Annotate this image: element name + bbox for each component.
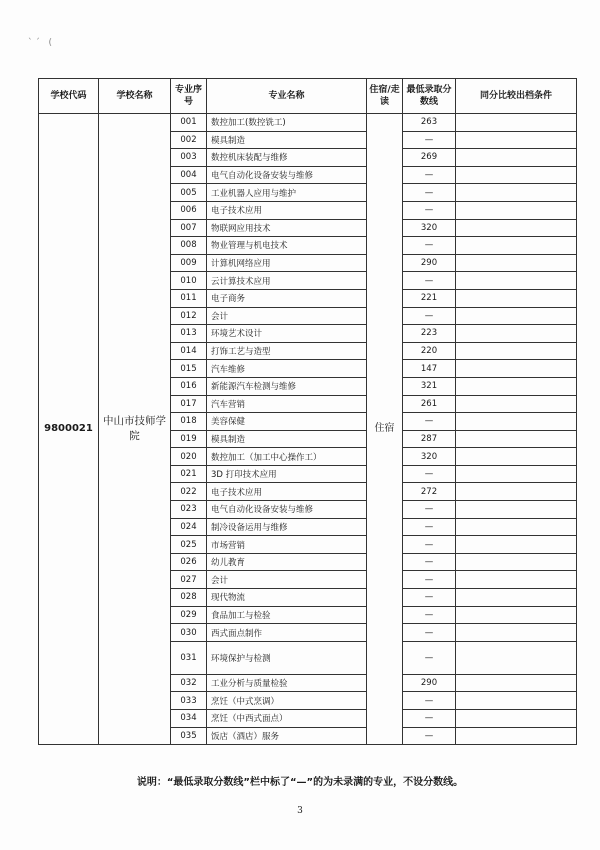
major-name-cell: 打饰工艺与造型 (207, 342, 367, 360)
min-score-cell: — (403, 518, 456, 536)
tie-condition-cell (456, 219, 577, 237)
major-seq-cell: 011 (171, 289, 207, 307)
major-seq-cell: 018 (171, 413, 207, 431)
school-name-cell: 中山市技师学院 (99, 114, 171, 745)
tie-condition-cell (456, 518, 577, 536)
header-row (39, 79, 577, 114)
major-seq-cell: 027 (171, 571, 207, 589)
major-seq-cell: 026 (171, 553, 207, 571)
min-score-cell: 261 (403, 395, 456, 413)
major-name-cell: 西式面点制作 (207, 624, 367, 642)
min-score-cell: 320 (403, 219, 456, 237)
header-min-score: 最低录取分数线 (403, 79, 456, 114)
major-name-cell: 食品加工与检验 (207, 606, 367, 624)
tie-condition-cell (456, 184, 577, 202)
tie-condition-cell (456, 692, 577, 710)
min-score-cell: 223 (403, 325, 456, 343)
min-score-cell: — (403, 641, 456, 674)
major-seq-cell: 031 (171, 641, 207, 674)
major-seq-cell: 032 (171, 674, 207, 692)
major-name-cell: 会计 (207, 571, 367, 589)
tie-condition-cell (456, 237, 577, 255)
tie-condition-cell (456, 641, 577, 674)
tie-condition-cell (456, 131, 577, 149)
min-score-cell: — (403, 166, 456, 184)
min-score-cell: 269 (403, 149, 456, 167)
major-seq-cell: 021 (171, 465, 207, 483)
tie-condition-cell (456, 430, 577, 448)
tie-condition-cell (456, 272, 577, 290)
min-score-cell: — (403, 727, 456, 745)
major-seq-cell: 002 (171, 131, 207, 149)
major-seq-cell: 008 (171, 237, 207, 255)
major-seq-cell: 013 (171, 325, 207, 343)
tie-condition-cell (456, 325, 577, 343)
header-major-seq: 专业序号 (171, 79, 207, 114)
school-code-cell: 9800021 (39, 114, 99, 745)
header-major-name: 专业名称 (207, 79, 367, 114)
footnote: 说明：“最低录取分数线”栏中标了“—”的为未录满的专业，不设分数线。 (136, 777, 464, 788)
min-score-cell: 290 (403, 674, 456, 692)
min-score-cell: — (403, 536, 456, 554)
major-seq-cell: 019 (171, 430, 207, 448)
major-seq-cell: 015 (171, 360, 207, 378)
major-seq-cell: 024 (171, 518, 207, 536)
tie-condition-cell (456, 501, 577, 519)
major-seq-cell: 022 (171, 483, 207, 501)
major-name-cell: 计算机网络应用 (207, 254, 367, 272)
major-name-cell: 环境保护与检测 (207, 641, 367, 674)
major-seq-cell: 009 (171, 254, 207, 272)
major-name-cell: 电子技术应用 (207, 201, 367, 219)
tie-condition-cell (456, 483, 577, 501)
min-score-cell: 272 (403, 483, 456, 501)
major-name-cell: 现代物流 (207, 589, 367, 607)
header-school-name: 学校名称 (99, 79, 171, 114)
major-seq-cell: 003 (171, 149, 207, 167)
min-score-cell: — (403, 710, 456, 728)
tie-condition-cell (456, 571, 577, 589)
min-score-cell: 221 (403, 289, 456, 307)
min-score-cell: — (403, 553, 456, 571)
major-name-cell: 模具制造 (207, 131, 367, 149)
min-score-cell: 147 (403, 360, 456, 378)
major-seq-cell: 033 (171, 692, 207, 710)
major-name-cell: 烹饪（中式烹调） (207, 692, 367, 710)
major-seq-cell: 017 (171, 395, 207, 413)
major-name-cell: 云计算技术应用 (207, 272, 367, 290)
major-name-cell: 电气自动化设备安装与维修 (207, 501, 367, 519)
major-name-cell: 数控加工(数控铣工) (207, 114, 367, 132)
tie-condition-cell (456, 395, 577, 413)
min-score-cell: 220 (403, 342, 456, 360)
major-seq-cell: 028 (171, 589, 207, 607)
major-name-cell: 模具制造 (207, 430, 367, 448)
min-score-cell: — (403, 184, 456, 202)
tie-condition-cell (456, 149, 577, 167)
major-name-cell: 数控加工（加工中心操作工） (207, 448, 367, 466)
major-name-cell: 电子技术应用 (207, 483, 367, 501)
major-seq-cell: 020 (171, 448, 207, 466)
tie-condition-cell (456, 727, 577, 745)
tie-condition-cell (456, 377, 577, 395)
major-seq-cell: 014 (171, 342, 207, 360)
header-boarding: 住宿/走读 (367, 79, 403, 114)
major-seq-cell: 004 (171, 166, 207, 184)
major-name-cell: 会计 (207, 307, 367, 325)
tie-condition-cell (456, 201, 577, 219)
major-name-cell: 工业机器人应用与维护 (207, 184, 367, 202)
min-score-cell: — (403, 307, 456, 325)
major-name-cell: 物业管理与机电技术 (207, 237, 367, 255)
tie-condition-cell (456, 289, 577, 307)
major-name-cell: 数控机床装配与维修 (207, 149, 367, 167)
min-score-cell: — (403, 465, 456, 483)
tie-condition-cell (456, 674, 577, 692)
tie-condition-cell (456, 553, 577, 571)
major-name-cell: 工业分析与质量检验 (207, 674, 367, 692)
min-score-cell: 263 (403, 114, 456, 132)
tie-condition-cell (456, 536, 577, 554)
major-seq-cell: 023 (171, 501, 207, 519)
major-name-cell: 汽车维修 (207, 360, 367, 378)
tie-condition-cell (456, 413, 577, 431)
major-name-cell: 烹饪（中西式面点） (207, 710, 367, 728)
min-score-cell: — (403, 501, 456, 519)
major-seq-cell: 016 (171, 377, 207, 395)
major-name-cell: 环境艺术设计 (207, 325, 367, 343)
min-score-cell: — (403, 589, 456, 607)
major-seq-cell: 012 (171, 307, 207, 325)
major-seq-cell: 029 (171, 606, 207, 624)
boarding-cell: 住宿 (367, 114, 403, 745)
major-name-cell: 电子商务 (207, 289, 367, 307)
header-tie-condition: 同分比较出档条件 (456, 79, 577, 114)
tie-condition-cell (456, 307, 577, 325)
min-score-cell: — (403, 571, 456, 589)
tie-condition-cell (456, 624, 577, 642)
major-name-cell: 3D 打印技术应用 (207, 465, 367, 483)
tie-condition-cell (456, 465, 577, 483)
table-row (39, 114, 577, 132)
tie-condition-cell (456, 254, 577, 272)
min-score-cell: 287 (403, 430, 456, 448)
major-seq-cell: 005 (171, 184, 207, 202)
min-score-cell: — (403, 624, 456, 642)
min-score-cell: 321 (403, 377, 456, 395)
tie-condition-cell (456, 710, 577, 728)
min-score-cell: — (403, 131, 456, 149)
min-score-cell: 320 (403, 448, 456, 466)
major-name-cell: 美容保健 (207, 413, 367, 431)
tie-condition-cell (456, 448, 577, 466)
major-seq-cell: 007 (171, 219, 207, 237)
major-seq-cell: 034 (171, 710, 207, 728)
min-score-cell: — (403, 606, 456, 624)
major-seq-cell: 001 (171, 114, 207, 132)
major-seq-cell: 025 (171, 536, 207, 554)
major-name-cell: 制冷设备运用与维修 (207, 518, 367, 536)
major-name-cell: 物联网应用技术 (207, 219, 367, 237)
admission-table (38, 78, 577, 745)
page-number: 3 (297, 806, 303, 816)
major-seq-cell: 035 (171, 727, 207, 745)
tie-condition-cell (456, 589, 577, 607)
major-name-cell: 电气自动化设备安装与维修 (207, 166, 367, 184)
tie-condition-cell (456, 342, 577, 360)
major-name-cell: 幼儿教育 (207, 553, 367, 571)
major-name-cell: 市场营销 (207, 536, 367, 554)
major-seq-cell: 010 (171, 272, 207, 290)
min-score-cell: — (403, 237, 456, 255)
major-seq-cell: 030 (171, 624, 207, 642)
scan-specks: ` ˊ ( (28, 38, 52, 48)
min-score-cell: — (403, 692, 456, 710)
tie-condition-cell (456, 114, 577, 132)
major-name-cell: 新能源汽车检测与维修 (207, 377, 367, 395)
min-score-cell: 290 (403, 254, 456, 272)
min-score-cell: — (403, 272, 456, 290)
min-score-cell: — (403, 413, 456, 431)
major-seq-cell: 006 (171, 201, 207, 219)
major-name-cell: 饭店（酒店）服务 (207, 727, 367, 745)
header-school-code: 学校代码 (39, 79, 99, 114)
tie-condition-cell (456, 606, 577, 624)
table-body (39, 114, 577, 745)
tie-condition-cell (456, 360, 577, 378)
major-name-cell: 汽车营销 (207, 395, 367, 413)
tie-condition-cell (456, 166, 577, 184)
min-score-cell: — (403, 201, 456, 219)
